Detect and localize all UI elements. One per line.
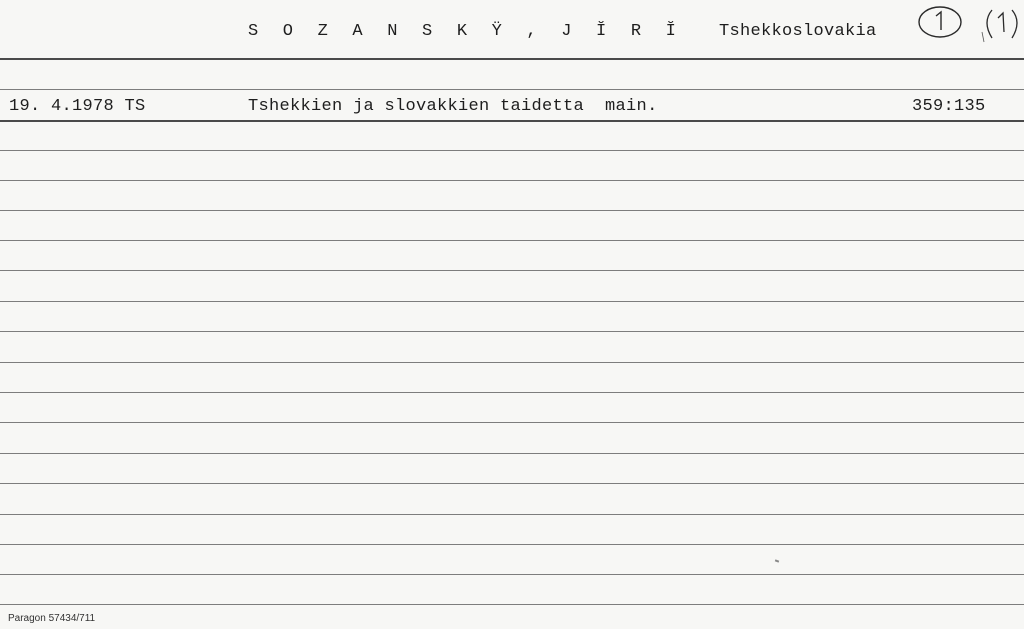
ruled-line xyxy=(0,483,1024,484)
author-name: S O Z A N S K Ÿ , J Ĭ R Ĭ xyxy=(248,22,684,41)
ruled-line xyxy=(0,544,1024,545)
ruled-line xyxy=(0,574,1024,575)
ruled-line xyxy=(0,362,1024,363)
ink-speck xyxy=(775,559,779,562)
ruled-line xyxy=(0,240,1024,241)
entry-date: 19. 4.1978 TS xyxy=(9,97,146,116)
country-label: Tshekkoslovakia xyxy=(719,22,877,41)
ruled-line xyxy=(0,180,1024,181)
ruled-line xyxy=(0,453,1024,454)
ruled-line xyxy=(0,120,1024,122)
header-rule xyxy=(0,58,1024,60)
entry-title: Tshekkien ja slovakkien taidetta main. xyxy=(248,97,658,116)
ruled-line xyxy=(0,604,1024,605)
ruled-line xyxy=(0,331,1024,332)
ruled-line xyxy=(0,422,1024,423)
ruled-line xyxy=(0,89,1024,90)
handwritten-circled-number-icon xyxy=(912,2,1024,48)
ruled-line xyxy=(0,270,1024,271)
card-footer: Paragon 57434/711 xyxy=(8,613,96,624)
ruled-line xyxy=(0,210,1024,211)
ruled-line xyxy=(0,150,1024,151)
ruled-line xyxy=(0,514,1024,515)
call-number: 359:135 xyxy=(912,97,986,116)
ruled-line xyxy=(0,392,1024,393)
ruled-line xyxy=(0,301,1024,302)
